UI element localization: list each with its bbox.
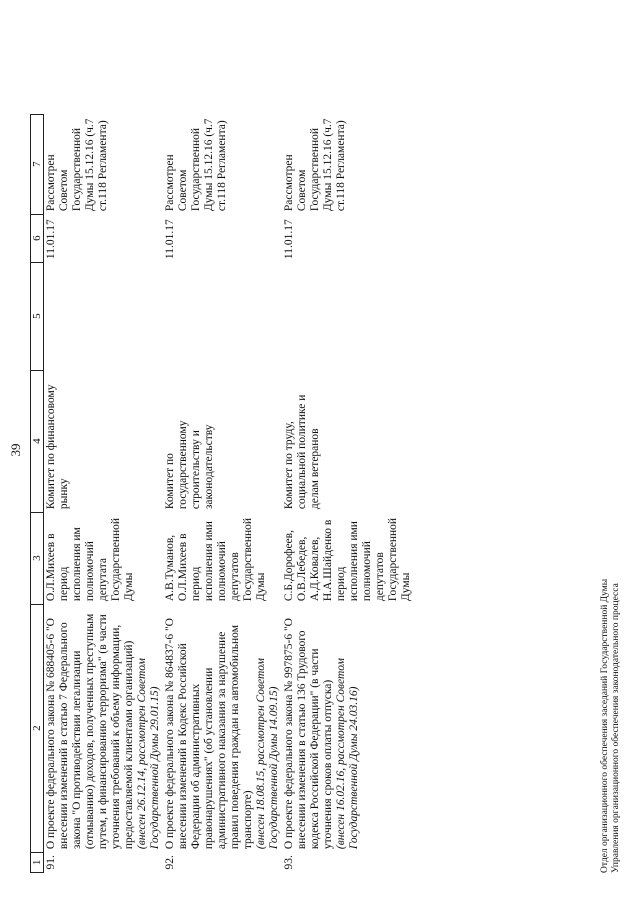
bills-register-table (30, 114, 414, 873)
row-number: 92. (164, 855, 176, 870)
column-number-7: 7 (31, 114, 44, 214)
bill-authors-cell (44, 512, 164, 604)
bill-title-note: (внесен 26.12.14, рассмотрен Советом Государственной Думы 29.01.15) (136, 658, 161, 850)
column-5-value (44, 262, 164, 370)
committee: Комитет по труду, социальной политике и делам ветеранов (283, 394, 321, 510)
review-status: Рассмотрен Советом Государственной Думы 15.12.16 (ч.7 ст.118 Регламента) (283, 118, 347, 212)
bill-title-cell (282, 604, 414, 852)
column-number-4: 4 (31, 370, 44, 512)
bill-title: О проекте федерального закона № 688405-6 "О внесении изменений в статью 7 Федерального закона "О противодействии легализации (отмыванию) доходов, полученных преступным путем, и финансированию терроризма" (в части уточнения требований к объему информации, предоставляемой клиентами организаций) (45, 613, 135, 850)
bill-title-cell (44, 604, 164, 852)
review-date: 11.01.17 (45, 219, 57, 260)
page-number: 39 (8, 443, 23, 457)
document-sheet (8, 15, 628, 885)
table-row (282, 114, 414, 872)
footer-department: Отдел организационного обеспечения заседаний Государственной Думы (600, 578, 610, 873)
column-number-6: 6 (31, 214, 44, 262)
bill-title: О проекте федерального закона № 864837-6 "О внесении изменений в Кодекс Российской Федерации об административных правонарушениях" (об установлении административного наказания за нарушение правил поведения граждан на автомобильном транспорте) (164, 618, 254, 850)
bill-authors-cell (163, 512, 282, 604)
column-5-value (282, 262, 414, 370)
bill-title-cell (163, 604, 282, 852)
bill-title: О проекте федерального закона № 997875-6 "О внесении изменения в статью 136 Трудового кодекса Российской Федерации" (в части уточнения сроков оплаты отпуска) (283, 618, 334, 850)
bill-title-note: (внесен 18.08.15, рассмотрен Советом Государственной Думы 14.09.15) (255, 658, 280, 850)
column-number-2: 2 (31, 604, 44, 852)
table-row (163, 114, 282, 872)
table-row (44, 114, 164, 872)
bill-authors-cell (282, 512, 414, 604)
column-number-3: 3 (31, 512, 44, 604)
review-date: 11.01.17 (164, 219, 176, 260)
bill-authors: С.Б.Дорофеев, О.В.Лебедев, А.Д.Ковалев, Н.А.Шайденко в период исполнения ими полномочий депутатов Государственной Думы (283, 517, 412, 602)
column-number-1: 1 (31, 852, 44, 872)
committee: Комитет по финансовому рынку (45, 384, 70, 510)
review-status: Рассмотрен Советом Государственной Думы 15.12.16 (ч.7 ст.118 Регламента) (164, 118, 228, 212)
committee: Комитет по государственному строительству и законодательству (164, 420, 215, 510)
column-5-value (163, 262, 282, 370)
bill-authors: О.Л.Михеев в период исполнения им полномочий депутата Государственной Думы (45, 517, 135, 602)
column-number-row (31, 114, 44, 872)
review-status: Рассмотрен Советом Государственной Думы 15.12.16 (ч.7 ст.118 Регламента) (45, 118, 109, 212)
bill-title-note: (внесен 16.02.16, рассмотрен Советом Государственной Думы 24.03.16) (335, 658, 360, 850)
column-number-5: 5 (31, 262, 44, 370)
row-number: 93. (283, 855, 295, 870)
footer-directorate: Управления организационного обеспечения законодательного процесса (611, 583, 621, 873)
bill-authors: А.В.Туманов, О.Л.Михеев в период исполнения ими полномочий депутатов Государственной Думы (164, 517, 267, 602)
review-date: 11.01.17 (283, 219, 295, 260)
row-number: 91. (45, 855, 57, 870)
